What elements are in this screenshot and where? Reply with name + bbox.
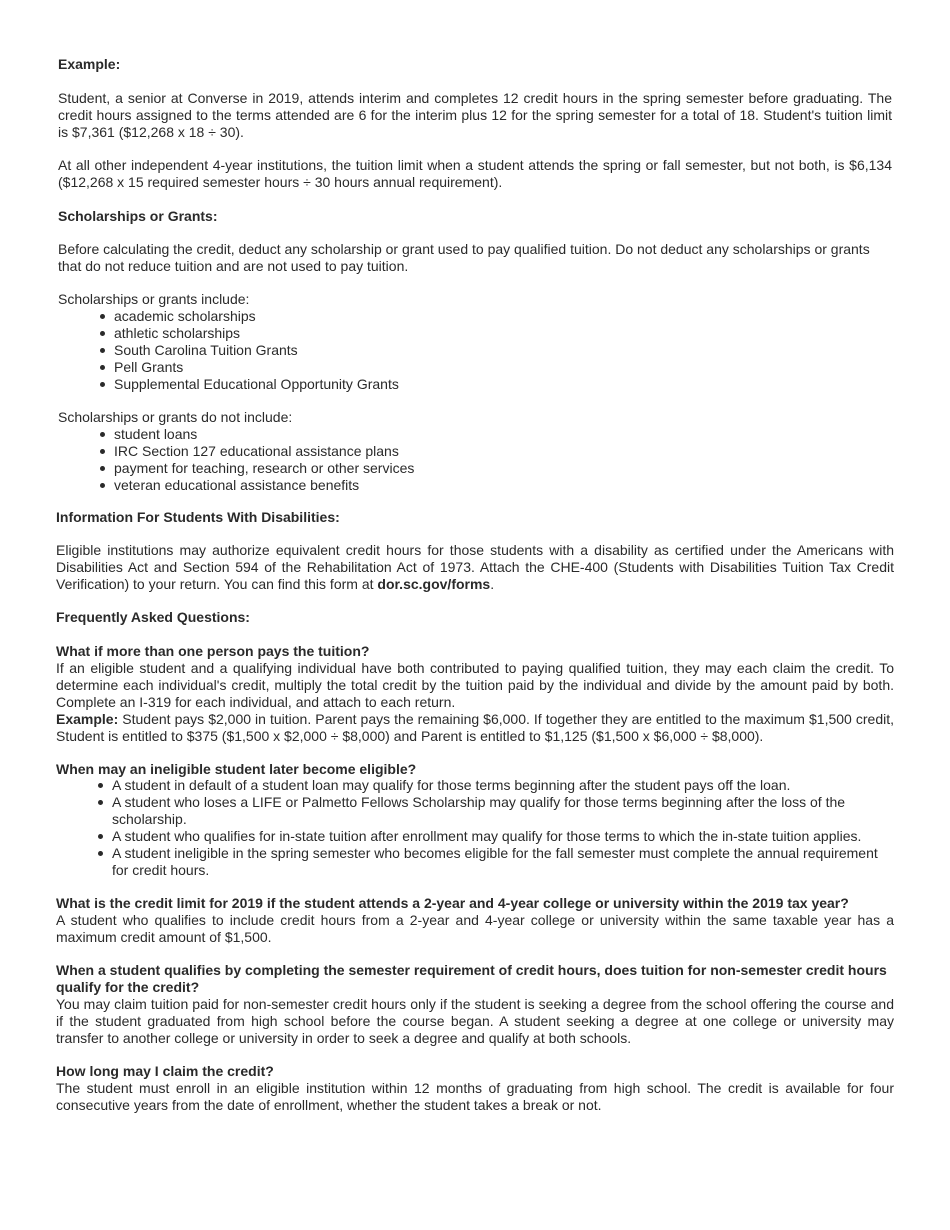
faq-question-3: What is the credit limit for 2019 if the student attends a 2-year and 4-year college or university within the 2019 tax year? bbox=[56, 895, 849, 911]
example-paragraph: Student, a senior at Converse in 2019, attends interim and completes 12 credit hours in the spring semester before graduating. The credit hours assigned to the terms attended are 6 for the interim plus 12 for the spring semester for a total of 18. Student's tuition limit is $7,361 ($12,268 x 18 ÷ 30). bbox=[58, 90, 892, 140]
scholarships-exclude-list bbox=[98, 426, 892, 494]
scholarships-exclude-label: Scholarships or grants do not include: bbox=[58, 409, 293, 425]
scholarships-heading: Scholarships or Grants: bbox=[58, 208, 218, 224]
faq-question-4: When a student qualifies by completing the semester requirement of credit hours, does tuition for non-semester credit hours qualify for the credit? bbox=[56, 962, 887, 995]
faq-answer-1-example bbox=[56, 711, 894, 745]
disabilities-text-end: . bbox=[490, 576, 495, 592]
example-label: Example: bbox=[56, 711, 119, 727]
disabilities-heading: Information For Students With Disabilities: bbox=[56, 509, 340, 525]
list-item: veteran educational assistance benefits bbox=[98, 477, 892, 494]
list-item: IRC Section 127 educational assistance plans bbox=[98, 443, 892, 460]
faq-answer-4: You may claim tuition paid for non-semester credit hours only if the student is seeking a degree from the school offering the course and if the student graduated from high school before the course began. A student seeking a degree at one college or university may transfer to another college or university in order to seek a degree and qualify at both schools. bbox=[56, 996, 894, 1046]
faq-answer-3: A student who qualifies to include credit hours from a 2-year and 4-year college or university within the same taxable year has a maximum credit amount of $1,500. bbox=[56, 912, 894, 945]
list-item: academic scholarships bbox=[98, 308, 892, 325]
list-item: A student who qualifies for in-state tuition after enrollment may qualify for those terms to which the in-state tuition applies. bbox=[96, 828, 880, 845]
faq-heading: Frequently Asked Questions: bbox=[56, 609, 250, 625]
scholarships-include-label: Scholarships or grants include: bbox=[58, 291, 250, 307]
faq-question-1: What if more than one person pays the tuition? bbox=[56, 643, 370, 659]
example-text: Student pays $2,000 in tuition. Parent pays the remaining $6,000. If together they are entitled to the maximum $1,500 credit, Student is entitled to $375 ($1,500 x $2,000 ÷ $8,000) and Parent is entitled to $1,125 ($1,500 x $6,000 ÷ $8,000). bbox=[56, 711, 894, 744]
list-item: athletic scholarships bbox=[98, 325, 892, 342]
other-institutions-paragraph: At all other independent 4-year institutions, the tuition limit when a student attends the spring or fall semester, but not both, is $6,134 ($12,268 x 15 required semester hours ÷ 30 hours annual requirement). bbox=[58, 157, 892, 190]
list-item: student loans bbox=[98, 426, 892, 443]
faq-answer-5: The student must enroll in an eligible institution within 12 months of graduating from high school. The credit is available for four consecutive years from the date of enrollment, whether the student takes a break or not. bbox=[56, 1080, 894, 1113]
forms-link[interactable]: dor.sc.gov/forms bbox=[377, 576, 491, 592]
disabilities-paragraph bbox=[56, 542, 894, 593]
list-item: A student who loses a LIFE or Palmetto Fellows Scholarship may qualify for those terms beginning after the loss of the scholarship. bbox=[96, 794, 880, 828]
faq-question-5: How long may I claim the credit? bbox=[56, 1063, 274, 1079]
list-item: South Carolina Tuition Grants bbox=[98, 342, 892, 359]
scholarships-include-list bbox=[98, 308, 892, 393]
faq-question-2: When may an ineligible student later become eligible? bbox=[56, 761, 417, 777]
faq-answer-2-list bbox=[96, 777, 880, 879]
list-item: Supplemental Educational Opportunity Grants bbox=[98, 376, 892, 393]
faq-answer-1: If an eligible student and a qualifying individual have both contributed to paying qualified tuition, they may each claim the credit. To determine each individual's credit, multiply the total credit by the tuition paid by the individual and divide by the amount paid by both. Complete an I-319 for each individual, and attach to each return. bbox=[56, 660, 894, 710]
disabilities-text: Eligible institutions may authorize equivalent credit hours for those students with a disability as certified under the Americans with Disabilities Act and Section 594 of the Rehabilitation Act of 1973. Attach the CHE-400 (Students with Disabilities Tuition Tax Credit Verification) to your return. You can find this form at bbox=[56, 542, 894, 592]
scholarships-intro: Before calculating the credit, deduct any scholarship or grant used to pay qualified tuition. Do not deduct any scholarships or grants that do not reduce tuition and are not used to pay tuition. bbox=[58, 241, 870, 274]
list-item: A student in default of a student loan may qualify for those terms beginning after the student pays off the loan. bbox=[96, 777, 880, 794]
example-heading: Example: bbox=[58, 56, 121, 72]
list-item: A student ineligible in the spring semester who becomes eligible for the fall semester must complete the annual requirement for credit hours. bbox=[96, 845, 880, 879]
list-item: Pell Grants bbox=[98, 359, 892, 376]
list-item: payment for teaching, research or other services bbox=[98, 460, 892, 477]
